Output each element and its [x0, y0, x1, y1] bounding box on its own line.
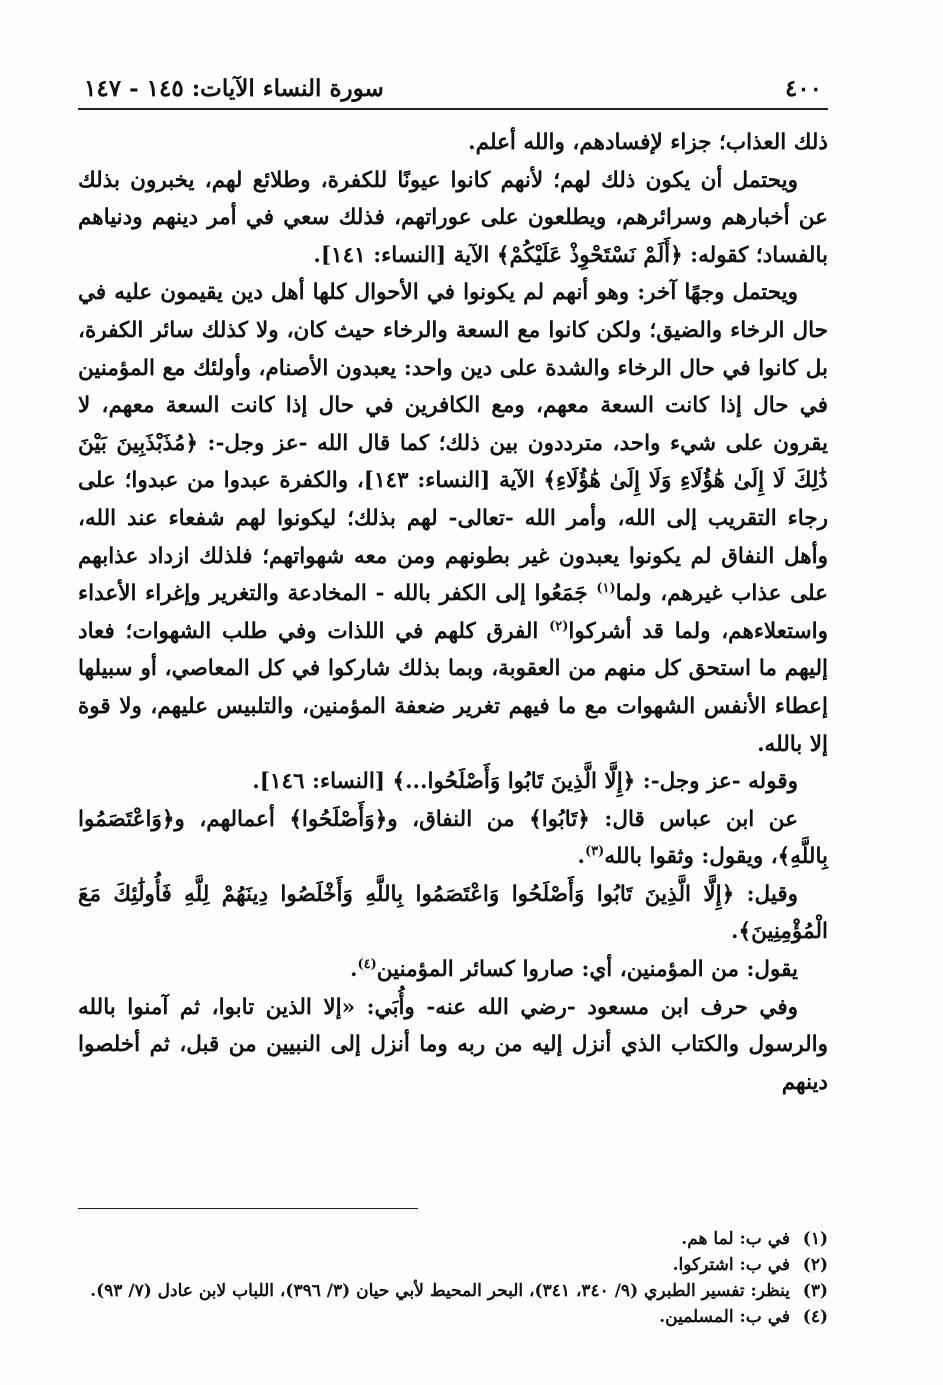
paragraph-text: عن ابن عباس قال: ﴿تَابُوا﴾ من النفاق، و﴿وَأَصْلَحُوا﴾ أعمالهم، و﴿وَاعْتَصَمُوا بِاللَّهِ﴾، ويقول: وثقوا بالله [78, 806, 828, 870]
footnotes [78, 1226, 828, 1330]
paragraph [78, 274, 828, 763]
paragraph-text: الفرق كلهم في اللذات وفي طلب الشهوات؛ فعاد إليهم ما استحق كل منهم من العقوبة، وبما بذلك شاركوا في كل المعاصي، أو سبيلها إعطاء الأنفس الشهوات مع ما فيهم تغرير ضعفة المؤمنين، والتلبيس عليهم، ولا قوة إلا بالله. [78, 618, 828, 757]
paragraph: ذلك العذاب؛ جزاء لإفسادهم، والله أعلم. [468, 130, 828, 155]
footnote-ref[interactable]: (٣) [585, 844, 605, 860]
book-page [78, 58, 828, 1358]
paragraph: وقوله -عز وجل-: ﴿إِلَّا الَّذِينَ تَابُوا وَأَصْلَحُوا...﴾ [النساء: ١٤٦]. [252, 769, 798, 795]
paragraph-text: يقول: من المؤمنين، أي: صاروا كسائر المؤمنين [376, 957, 798, 983]
header-divider [78, 108, 828, 110]
paragraph: وقيل: ﴿إِلَّا الَّذِينَ تَابُوا وَأَصْلَحُوا وَاعْتَصَمُوا بِاللَّهِ وَأَخْلَصُوا دِينَهُمْ لِلَّهِ فَأُولَٰئِكَ مَعَ الْمُؤْمِنِينَ﴾. [78, 881, 828, 945]
footnote [78, 1278, 828, 1304]
footnote-number: (٢) [802, 1255, 828, 1275]
paragraph-text: جَمَعُوا إلى الكفر بالله - المخادعة والتغرير وإغراء الأعداء واستعلاءهم، ولما قد أشركوا [78, 581, 828, 644]
footnote [78, 1252, 828, 1278]
paragraph: عن ابن عباس قال: ﴿تَابُوا﴾ من النفاق، و﴿وَأَصْلَحُوا﴾ أعمالهم، و﴿وَاعْتَصَمُوا بِاللَّهِ﴾، ويقول: وثقوا بالله$^{(٣)}$. [78, 806, 828, 870]
footnote-ref[interactable]: (٢) [549, 618, 569, 634]
footnote-text: في ب: اشتركوا. [672, 1255, 790, 1275]
footnote-text: في ب: المسلمين. [659, 1307, 790, 1327]
main-text [78, 124, 828, 1101]
footnote-divider [78, 1208, 418, 1209]
page-header [78, 58, 828, 102]
footnote [78, 1304, 828, 1330]
paragraph: يقول: من المؤمنين، أي: صاروا كسائر المؤمنين$^{(٤)}$. [350, 956, 798, 983]
paragraph-text: ويحتمل وجهًا آخر: وهو أنهم لم يكونوا في الأحوال كلها أهل دين يقيمون عليه في حال الرخاء والضيق؛ ولكن كانوا مع السعة والرخاء حيث كان، ولا كذلك سائر الكفرة، بل كانوا في حال الرخاء والشدة على دين واحد: يعبدون الأصنام، وأولئك مع المؤمنين في حال إذا كانت السعة معهم، ومع الكافرين في حال إذا كانت السعة معهم، لا يقرون على شيء واحد، مترددون بين ذلك؛ كما قال الله -عز وجل-: ﴿مُذَبْذَبِينَ بَيْنَ ذَٰلِكَ لَا إِلَىٰ هَٰؤُلَاءِ وَلَا إِلَىٰ هَٰؤُلَاءِ﴾ الآية [النساء: ١٤٣]، والكفرة عبدوا من عبدوا؛ على رجاء التقريب إلى الله، وأمر الله -تعالى- لهم بذلك؛ ليكونوا لهم شفعاء عند الله، وأهل النفاق لم يكونوا يعبدون غير بطونهم ومن معه شهواتهم؛ فلذلك ازداد عذابهم على عذاب غيرهم، ولما [78, 280, 828, 607]
paragraph: وفي حرف ابن مسعود -رضي الله عنه- وأُبَي: «إلا الذين تابوا، ثم آمنوا بالله والرسول والكتاب الذي أنزل إليه من ربه وما أنزل إلى النبيين من قبل، ثم أخلصوا دينهم [78, 994, 828, 1095]
running-title: سورة النساء الآيات: ١٤٥ - ١٤٧ [84, 75, 384, 102]
footnote-ref[interactable]: (١) [596, 580, 616, 596]
footnote-number: (١) [802, 1229, 828, 1249]
footnote [78, 1226, 828, 1252]
footnote-text: ينظر: تفسير الطبري (٩/ ٣٤٠، ٣٤١)، البحر المحيط لأبي حيان (٣/ ٣٩٦)، اللباب لابن عادل (٧/ ٩٣). [90, 1281, 790, 1301]
footnote-number: (٣) [802, 1281, 828, 1301]
footnote-text: في ب: لما هم. [681, 1229, 790, 1249]
paragraph: ويحتمل أن يكون ذلك لهم؛ لأنهم كانوا عيونًا للكفرة، وطلائع لهم، يخبرون بذلك عن أخبارهم وسرائرهم، ويطلعون على عوراتهم، فذلك سعي في أمر دينهم ودنياهم بالفساد؛ كقوله: ﴿أَلَمْ نَسْتَحْوِذْ عَلَيْكُمْ﴾ الآية [النساء: ١٤١]. [78, 167, 828, 268]
footnote-ref[interactable]: (٤) [357, 956, 377, 972]
footnote-number: (٤) [802, 1307, 828, 1327]
page-number: ٤٠٠ [784, 75, 822, 102]
